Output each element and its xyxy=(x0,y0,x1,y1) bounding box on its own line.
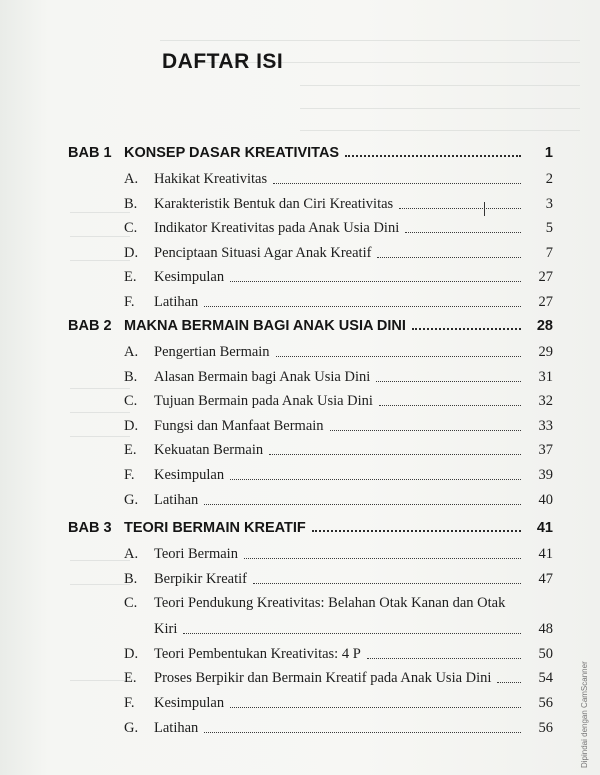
toc-entry xyxy=(124,720,553,737)
toc-entry xyxy=(124,269,553,286)
dot-leader xyxy=(204,732,521,733)
toc-entry xyxy=(124,467,553,484)
bleed-through-line xyxy=(300,130,580,131)
entry-title: Hakikat Kreativitas xyxy=(154,171,268,187)
toc-entry-continuation xyxy=(154,621,553,638)
entry-letter: F. xyxy=(124,294,135,310)
dot-leader xyxy=(183,633,521,634)
dot-leader xyxy=(376,381,521,382)
entry-letter: F. xyxy=(124,695,135,711)
bleed-through-line xyxy=(70,388,130,389)
entry-title: Karakteristik Bentuk dan Ciri Kreativitas xyxy=(154,195,394,212)
entry-title: Indikator Kreativitas pada Anak Usia Dini xyxy=(154,220,400,237)
entry-title: Alasan Bermain bagi Anak Usia Dini xyxy=(154,368,371,385)
entry-title: Kesimpulan xyxy=(154,269,225,286)
entry-title: Proses Berpikir dan Bermain Kreatif pada Anak Usia Dini xyxy=(154,670,492,687)
toc-entry xyxy=(124,571,553,588)
entry-letter: A. xyxy=(124,546,139,562)
toc-entry xyxy=(124,646,553,663)
dot-leader xyxy=(377,257,521,258)
entry-page-number: 29 xyxy=(538,344,553,360)
entry-page-number: 27 xyxy=(538,294,553,310)
dot-leader xyxy=(399,208,521,209)
dot-leader xyxy=(230,281,521,282)
toc-entry xyxy=(124,369,553,386)
dot-leader xyxy=(345,155,521,157)
scanner-watermark: Dipindai dengan CamScanner xyxy=(580,661,589,768)
dot-leader xyxy=(276,356,521,357)
entry-title: Latihan xyxy=(154,491,199,508)
dot-leader xyxy=(497,682,521,683)
chapter-number: BAB 1 xyxy=(68,145,112,161)
toc-entry xyxy=(124,245,553,262)
chapter-title: TEORI BERMAIN KREATIF xyxy=(124,520,306,536)
entry-page-number: 33 xyxy=(538,417,553,434)
entry-letter: B. xyxy=(124,195,138,212)
entry-page-number: 39 xyxy=(538,467,553,483)
chapter-heading xyxy=(68,520,553,536)
bleed-through-line xyxy=(70,260,130,261)
toc-entry xyxy=(124,344,553,361)
bleed-through-line xyxy=(70,212,130,213)
entry-page-number: 47 xyxy=(538,570,553,587)
toc-entry xyxy=(124,595,553,612)
entry-page-number: 27 xyxy=(538,269,553,286)
toc-entry xyxy=(124,171,553,188)
entry-title: Penciptaan Situasi Agar Anak Kreatif xyxy=(154,244,372,261)
entry-title: Teori Pembentukan Kreativitas: 4 P xyxy=(154,645,361,662)
bleed-through-line xyxy=(70,236,130,237)
entry-page-number: 56 xyxy=(538,695,553,711)
entry-title: Kesimpulan xyxy=(154,467,225,483)
dot-leader xyxy=(269,454,521,455)
dot-leader xyxy=(273,183,521,184)
dot-leader xyxy=(244,558,521,559)
entry-title: Berpikir Kreatif xyxy=(154,570,248,587)
entry-page-number: 31 xyxy=(538,368,553,385)
entry-page-number: 7 xyxy=(545,244,553,261)
toc-entry xyxy=(124,294,553,311)
toc-entry xyxy=(124,670,553,687)
entry-page-number: 40 xyxy=(538,491,553,508)
entry-title-continued: Kiri xyxy=(154,621,178,638)
entry-letter: B. xyxy=(124,570,138,587)
entry-letter: C. xyxy=(124,220,138,237)
entry-title: Latihan xyxy=(154,719,199,736)
entry-letter: D. xyxy=(124,244,139,261)
entry-title: Fungsi dan Manfaat Bermain xyxy=(154,417,324,434)
entry-title: Kekuatan Bermain xyxy=(154,442,264,459)
entry-page-number: 50 xyxy=(538,645,553,662)
entry-letter: G. xyxy=(124,719,139,736)
entry-letter: C. xyxy=(124,393,138,410)
chapter-title: MAKNA BERMAIN BAGI ANAK USIA DINI xyxy=(124,318,406,334)
entry-letter: G. xyxy=(124,491,139,508)
dot-leader xyxy=(204,504,521,505)
chapter-page-number: 1 xyxy=(544,145,553,161)
entry-page-number: 2 xyxy=(545,171,553,187)
bleed-through-line xyxy=(70,584,130,585)
bleed-through-line xyxy=(300,85,580,86)
chapter-number: BAB 3 xyxy=(68,520,112,536)
entry-page-number: 56 xyxy=(538,719,553,736)
bleed-through-line xyxy=(300,108,580,109)
dot-leader xyxy=(312,530,521,532)
entry-title: Teori Bermain xyxy=(154,546,238,562)
dot-leader xyxy=(204,306,521,307)
entry-letter: A. xyxy=(124,344,139,360)
chapter-heading xyxy=(68,318,553,334)
entry-page-number: 48 xyxy=(538,621,553,638)
chapter-page-number: 28 xyxy=(536,318,553,334)
toc-entry xyxy=(124,196,553,213)
toc-entry xyxy=(124,393,553,410)
entry-title: Tujuan Bermain pada Anak Usia Dini xyxy=(154,393,373,410)
entry-title: Pengertian Bermain xyxy=(154,344,270,360)
chapter-title: KONSEP DASAR KREATIVITAS xyxy=(124,145,340,161)
entry-letter: E. xyxy=(124,442,137,459)
entry-letter: B. xyxy=(124,368,138,385)
entry-title: Latihan xyxy=(154,294,199,310)
page-title: DAFTAR ISI xyxy=(162,50,284,73)
chapter-number: BAB 2 xyxy=(68,318,112,334)
dot-leader xyxy=(379,405,521,406)
bleed-through-line xyxy=(70,680,130,681)
chapter-page-number: 41 xyxy=(536,520,553,536)
dot-leader xyxy=(330,430,521,431)
entry-page-number: 54 xyxy=(538,670,553,687)
entry-letter: C. xyxy=(124,595,138,612)
entry-page-number: 32 xyxy=(538,393,553,410)
dot-leader xyxy=(230,479,521,480)
entry-page-number: 41 xyxy=(538,546,553,562)
entry-letter: A. xyxy=(124,171,139,187)
entry-letter: E. xyxy=(124,670,137,687)
dot-leader xyxy=(230,707,521,708)
dot-leader xyxy=(412,328,521,330)
bleed-through-line xyxy=(70,436,130,437)
toc-entry xyxy=(124,492,553,509)
entry-page-number: 3 xyxy=(545,195,553,212)
toc-entry xyxy=(124,695,553,712)
bleed-through-line xyxy=(70,412,130,413)
entry-page-number: 37 xyxy=(538,442,553,459)
dot-leader xyxy=(405,232,521,233)
entry-page-number: 5 xyxy=(545,220,553,237)
entry-letter: E. xyxy=(124,269,137,286)
toc-entry xyxy=(124,546,553,563)
entry-title: Kesimpulan xyxy=(154,695,225,711)
dot-leader xyxy=(253,583,521,584)
toc-entry xyxy=(124,418,553,435)
dot-leader xyxy=(367,658,521,659)
bleed-through-line xyxy=(160,40,580,41)
entry-letter: D. xyxy=(124,417,139,434)
toc-entry xyxy=(124,220,553,237)
entry-title: Teori Pendukung Kreativitas: Belahan Otak Kanan dan Otak xyxy=(154,595,506,612)
bleed-through-line xyxy=(70,560,130,561)
entry-letter: D. xyxy=(124,645,139,662)
entry-letter: F. xyxy=(124,467,135,483)
chapter-heading xyxy=(68,145,553,161)
toc-entry xyxy=(124,442,553,459)
